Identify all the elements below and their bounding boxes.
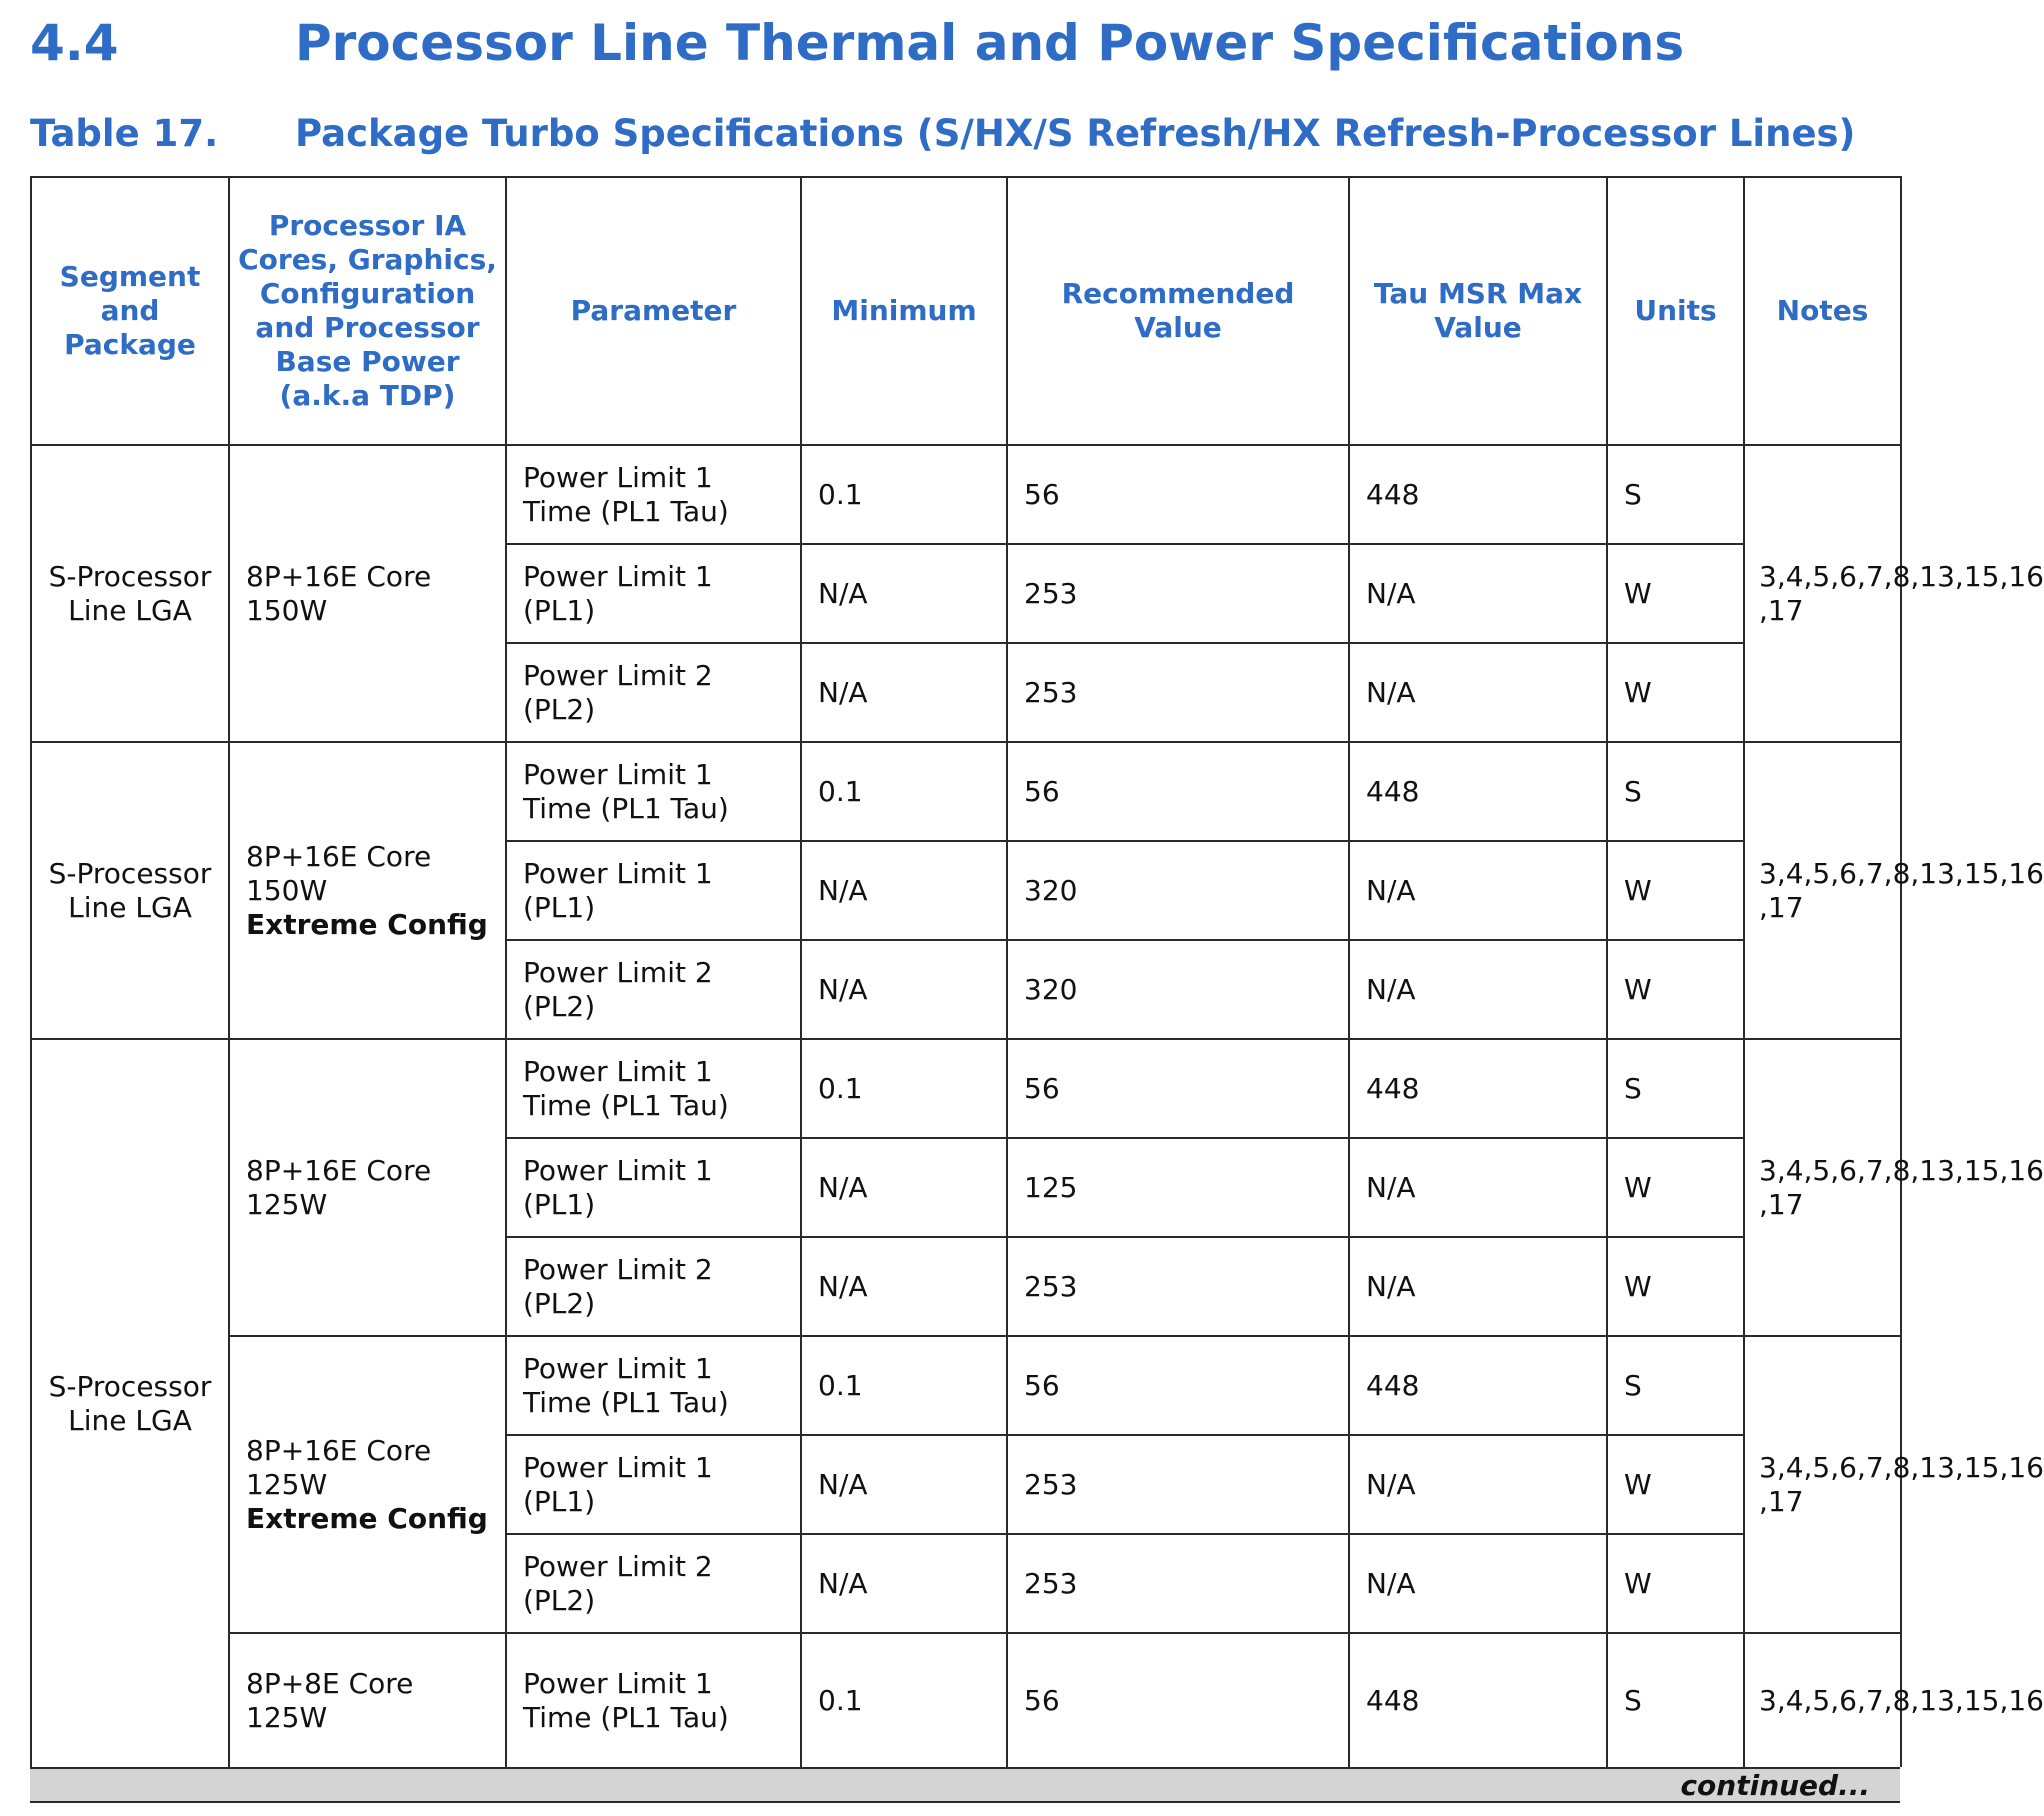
- notes-cell: 3,4,5,6,7,8,13,15,16 ,17: [1744, 742, 1901, 1039]
- recommended-cell: 253: [1007, 1534, 1349, 1633]
- table-title: Package Turbo Specifications (S/HX/S Refresh/HX Refresh-Processor Lines): [295, 112, 1856, 155]
- parameter-cell: Power Limit 1 (PL1): [506, 1435, 801, 1534]
- recommended-cell: 253: [1007, 1237, 1349, 1336]
- units-cell: W: [1607, 643, 1744, 742]
- units-cell: W: [1607, 544, 1744, 643]
- config-text: 8P+16E Core 125W: [246, 1433, 432, 1501]
- units-cell: S: [1607, 742, 1744, 841]
- table-row: [31, 445, 1901, 544]
- minimum-cell: N/A: [801, 1237, 1007, 1336]
- tau-max-cell: N/A: [1349, 1534, 1607, 1633]
- config-text: 8P+16E Core 150W: [246, 559, 432, 627]
- config-extreme-label: Extreme Config: [246, 907, 488, 941]
- minimum-cell: N/A: [801, 643, 1007, 742]
- units-cell: S: [1607, 1336, 1744, 1435]
- tau-max-cell: N/A: [1349, 1138, 1607, 1237]
- minimum-cell: N/A: [801, 1534, 1007, 1633]
- header-units: Units: [1607, 177, 1744, 445]
- recommended-cell: 56: [1007, 1039, 1349, 1138]
- parameter-cell: Power Limit 1 (PL1): [506, 544, 801, 643]
- parameter-cell: Power Limit 1 Time (PL1 Tau): [506, 1039, 801, 1138]
- section-title: Processor Line Thermal and Power Specifications: [295, 14, 1685, 72]
- recommended-cell: 56: [1007, 445, 1349, 544]
- units-cell: W: [1607, 1534, 1744, 1633]
- table-caption: [30, 112, 1855, 155]
- tau-max-cell: 448: [1349, 742, 1607, 841]
- parameter-cell: Power Limit 1 Time (PL1 Tau): [506, 1336, 801, 1435]
- parameter-cell: Power Limit 1 Time (PL1 Tau): [506, 742, 801, 841]
- section-number: 4.4: [30, 14, 119, 72]
- recommended-cell: 320: [1007, 940, 1349, 1039]
- parameter-cell: Power Limit 2 (PL2): [506, 1534, 801, 1633]
- config-text: 8P+8E Core 125W: [246, 1666, 414, 1734]
- minimum-cell: N/A: [801, 940, 1007, 1039]
- minimum-cell: 0.1: [801, 742, 1007, 841]
- package-turbo-table: [30, 176, 2044, 1767]
- parameter-cell: Power Limit 1 (PL1): [506, 1138, 801, 1237]
- minimum-cell: N/A: [801, 1138, 1007, 1237]
- table-label: Table 17.: [30, 112, 219, 155]
- tau-max-cell: N/A: [1349, 544, 1607, 643]
- config-extreme-label: Extreme Config: [246, 1501, 488, 1535]
- recommended-cell: 56: [1007, 1633, 1349, 1767]
- continued-label: continued...: [1680, 1769, 1870, 1802]
- parameter-cell: Power Limit 1 Time (PL1 Tau): [506, 445, 801, 544]
- tau-max-cell: N/A: [1349, 1435, 1607, 1534]
- recommended-cell: 56: [1007, 742, 1349, 841]
- segment-cell: S-Processor Line LGA: [31, 1039, 229, 1767]
- config-cell: [229, 1633, 506, 1767]
- header-recommended: Recommended Value: [1007, 177, 1349, 445]
- minimum-cell: N/A: [801, 1435, 1007, 1534]
- table-row: [31, 1039, 1901, 1138]
- config-cell: [229, 445, 506, 742]
- continued-footer: [30, 1767, 1900, 1803]
- table-row: [31, 1336, 1901, 1435]
- parameter-cell: Power Limit 2 (PL2): [506, 643, 801, 742]
- section-heading: [30, 14, 1684, 72]
- header-config: Processor IA Cores, Graphics, Configuration and Processor Base Power (a.k.a TDP): [229, 177, 506, 445]
- table-row: [31, 742, 1901, 841]
- units-cell: W: [1607, 1237, 1744, 1336]
- units-cell: W: [1607, 940, 1744, 1039]
- recommended-cell: 320: [1007, 841, 1349, 940]
- table-row: [31, 1633, 1901, 1767]
- header-notes: Notes: [1744, 177, 1901, 445]
- minimum-cell: 0.1: [801, 1039, 1007, 1138]
- header-parameter: Parameter: [506, 177, 801, 445]
- segment-cell: S-Processor Line LGA: [31, 742, 229, 1039]
- minimum-cell: N/A: [801, 544, 1007, 643]
- header-row: [31, 177, 1901, 445]
- notes-cell: 3,4,5,6,7,8,13,15,16 ,17: [1744, 1039, 1901, 1336]
- header-segment: Segment and Package: [31, 177, 229, 445]
- units-cell: S: [1607, 445, 1744, 544]
- recommended-cell: 56: [1007, 1336, 1349, 1435]
- config-cell: [229, 1336, 506, 1633]
- tau-max-cell: N/A: [1349, 643, 1607, 742]
- tau-max-cell: 448: [1349, 445, 1607, 544]
- parameter-cell: Power Limit 2 (PL2): [506, 1237, 801, 1336]
- parameter-cell: Power Limit 2 (PL2): [506, 940, 801, 1039]
- minimum-cell: N/A: [801, 841, 1007, 940]
- recommended-cell: 253: [1007, 1435, 1349, 1534]
- minimum-cell: 0.1: [801, 1633, 1007, 1767]
- minimum-cell: 0.1: [801, 445, 1007, 544]
- header-tau-max: Tau MSR Max Value: [1349, 177, 1607, 445]
- tau-max-cell: N/A: [1349, 841, 1607, 940]
- tau-max-cell: 448: [1349, 1039, 1607, 1138]
- config-text: 8P+16E Core 125W: [246, 1153, 432, 1221]
- config-cell: [229, 1039, 506, 1336]
- tau-max-cell: 448: [1349, 1633, 1607, 1767]
- config-cell: [229, 742, 506, 1039]
- tau-max-cell: N/A: [1349, 1237, 1607, 1336]
- notes-cell: 3,4,5,6,7,8,13,15,16: [1744, 1633, 1901, 1767]
- tau-max-cell: 448: [1349, 1336, 1607, 1435]
- units-cell: W: [1607, 841, 1744, 940]
- config-text: 8P+16E Core 150W: [246, 839, 432, 907]
- header-minimum: Minimum: [801, 177, 1007, 445]
- units-cell: W: [1607, 1435, 1744, 1534]
- recommended-cell: 253: [1007, 544, 1349, 643]
- tau-max-cell: N/A: [1349, 940, 1607, 1039]
- parameter-cell: Power Limit 1 (PL1): [506, 841, 801, 940]
- minimum-cell: 0.1: [801, 1336, 1007, 1435]
- parameter-cell: Power Limit 1 Time (PL1 Tau): [506, 1633, 801, 1767]
- segment-cell: S-Processor Line LGA: [31, 445, 229, 742]
- notes-cell: 3,4,5,6,7,8,13,15,16 ,17: [1744, 1336, 1901, 1633]
- units-cell: S: [1607, 1039, 1744, 1138]
- notes-cell: 3,4,5,6,7,8,13,15,16 ,17: [1744, 445, 1901, 742]
- units-cell: W: [1607, 1138, 1744, 1237]
- recommended-cell: 125: [1007, 1138, 1349, 1237]
- recommended-cell: 253: [1007, 643, 1349, 742]
- units-cell: S: [1607, 1633, 1744, 1767]
